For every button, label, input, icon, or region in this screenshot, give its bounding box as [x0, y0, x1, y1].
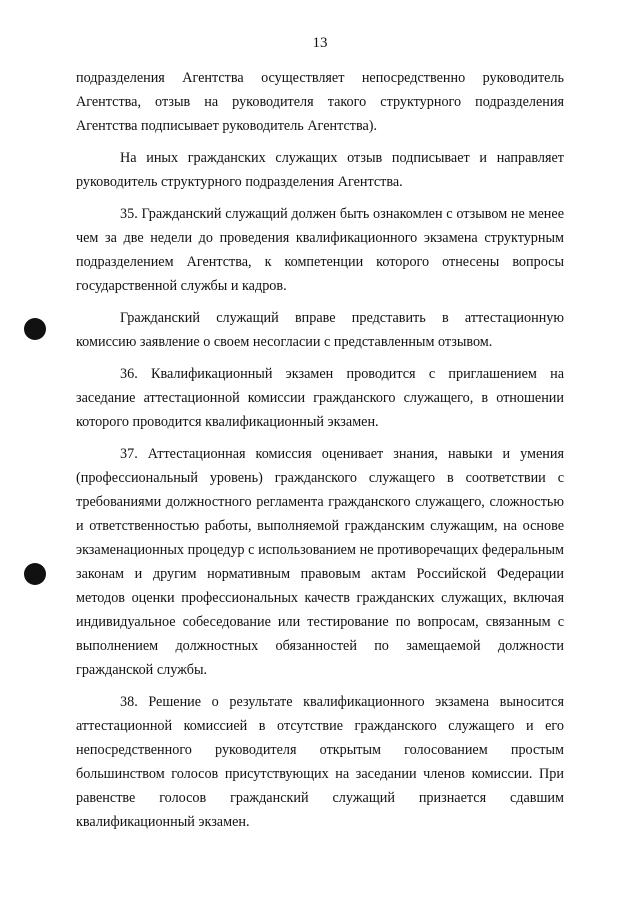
paragraph-38: 38. Решение о результате квалификационного экзамена выносится аттестационной комиссией в отсутствие гражданского служащего и его непосредственного руководителя открытым голосованием простым большинством голосов присутствующих на заседании членов комиссии. При равенстве голосов гражданский служащий признается сдавшим квалификационный экзамен. — [76, 694, 564, 830]
paragraph-36: 36. Квалификационный экзамен проводится с приглашением на заседание аттестационной комиссии гражданского служащего, в отношении которого проводится квалификационный экзамен. — [76, 366, 564, 430]
binder-hole-bottom — [24, 563, 46, 585]
document-body — [76, 66, 564, 834]
paragraph-37: 37. Аттестационная комиссия оценивает знания, навыки и умения (профессиональный уровень) гражданского служащего в соответствии с требованиями должностного регламента гражданского служащего, сложностью и ответственностью работы, выполняемой гражданским служащим, на основе экзаменационных процедур с использованием не противоречащих федеральным законам и другим нормативным правовым актам Российской Федерации методов оценки профессиональных качеств гражданских служащих, включая индивидуальное собеседование или тестирование по вопросам, связанным с выполнением должностных обязанностей по замещаемой должности гражданской службы. — [76, 446, 564, 678]
paragraph-disagreement: Гражданский служащий вправе представить в аттестационную комиссию заявление о своем несогласии с представленным отзывом. — [76, 310, 564, 350]
paragraph-other-employees: На иных гражданских служащих отзыв подписывает и направляет руководитель структурного подразделения Агентства. — [76, 150, 564, 190]
page-number: 13 — [312, 35, 328, 51]
paragraph-35: 35. Гражданский служащий должен быть ознакомлен с отзывом не менее чем за две недели до проведения квалификационного экзамена структурным подразделением Агентства, к компетенции которого отнесены вопросы государственной службы и кадров. — [76, 206, 564, 294]
binder-hole-top — [24, 318, 46, 340]
paragraph-continuation: подразделения Агентства осуществляет непосредственно руководитель Агентства, отзыв на руководителя такого структурного подразделения Агентства подписывает руководитель Агентства). — [76, 70, 564, 134]
